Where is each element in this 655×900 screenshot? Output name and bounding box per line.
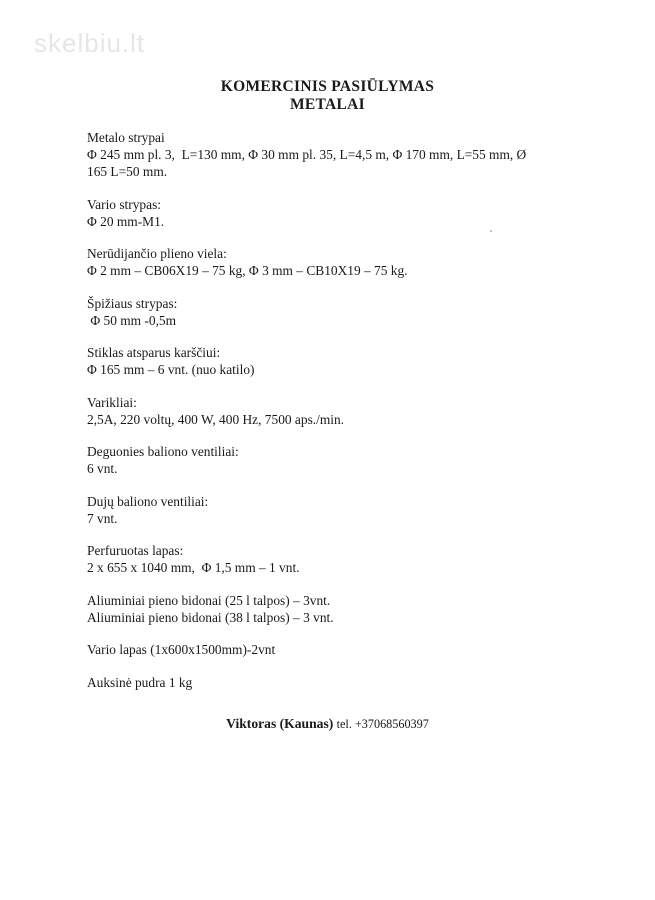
offer-item-label: Vario lapas (1x600x1500mm)-2vnt	[87, 642, 276, 657]
offer-item-detail: 6 vnt.	[87, 461, 118, 476]
offer-item	[87, 674, 577, 691]
offer-item	[87, 295, 577, 329]
offer-item	[87, 641, 577, 658]
offer-item-detail: Φ 20 mm-M1.	[87, 213, 165, 229]
offer-item-label: Stiklas atsparus karščiui:	[87, 345, 221, 360]
offer-item	[87, 542, 577, 576]
offer-item-detail: Φ 50 mm -0,5m	[87, 312, 177, 328]
offer-item-detail: Φ 165 mm – 6 vnt. (nuo katilo)	[87, 362, 255, 377]
offer-item-label: Vario strypas:	[87, 196, 162, 212]
offer-item-label: Metalo strypai	[87, 130, 165, 145]
offer-item-label: Špižiaus strypas:	[87, 295, 178, 311]
offer-item	[87, 245, 577, 279]
offer-item-detail: 2 x 655 x 1040 mm, Φ 1,5 mm – 1 vnt.	[87, 560, 300, 575]
offer-item-detail: 7 vnt.	[87, 510, 118, 526]
offer-item-detail: 165 L=50 mm.	[87, 164, 168, 179]
document-subtitle: METALAI	[289, 96, 365, 113]
offer-item	[87, 344, 577, 378]
scan-speck	[490, 230, 492, 232]
document-title: KOMERCINIS PASIŪLYMAS	[220, 78, 435, 95]
offer-item-detail: Φ 2 mm – CB06X19 – 75 kg, Φ 3 mm – CB10X19 – 75 kg.	[87, 263, 408, 278]
offer-item-detail: Aliuminiai pieno bidonai (38 l talpos) – 3 vnt.	[87, 609, 334, 625]
offer-item-label: Aliuminiai pieno bidonai (25 l talpos) – 3vnt.	[87, 592, 331, 608]
offer-item-label: Nerūdijančio plieno viela:	[87, 246, 227, 261]
offer-item	[87, 592, 577, 626]
offer-item-label: Deguonies baliono ventiliai:	[87, 444, 239, 459]
offer-item	[87, 443, 577, 477]
offer-item-detail: Φ 245 mm pl. 3, L=130 mm, Φ 30 mm pl. 35, L=4,5 m, Φ 170 mm, L=55 mm, Ø	[87, 147, 527, 162]
offer-item	[87, 196, 577, 230]
contact-phone: tel. +37068560397	[336, 717, 429, 731]
offer-item	[87, 394, 577, 428]
offer-item-label: Dujų baliono ventiliai:	[87, 493, 209, 509]
offer-item-label: Auksinė pudra 1 kg	[87, 674, 193, 690]
document-header	[0, 78, 655, 114]
offer-list	[87, 129, 577, 706]
contact-line	[0, 716, 655, 732]
offer-item-detail: 2,5A, 220 voltų, 400 W, 400 Hz, 7500 aps./min.	[87, 411, 345, 427]
offer-item-label: Varikliai:	[87, 394, 137, 410]
contact-name: Viktoras (Kaunas)	[226, 716, 334, 731]
offer-item	[87, 129, 577, 180]
offer-item-label: Perfuruotas lapas:	[87, 543, 184, 558]
offer-item	[87, 493, 577, 527]
watermark: skelbiu.lt	[34, 28, 146, 58]
